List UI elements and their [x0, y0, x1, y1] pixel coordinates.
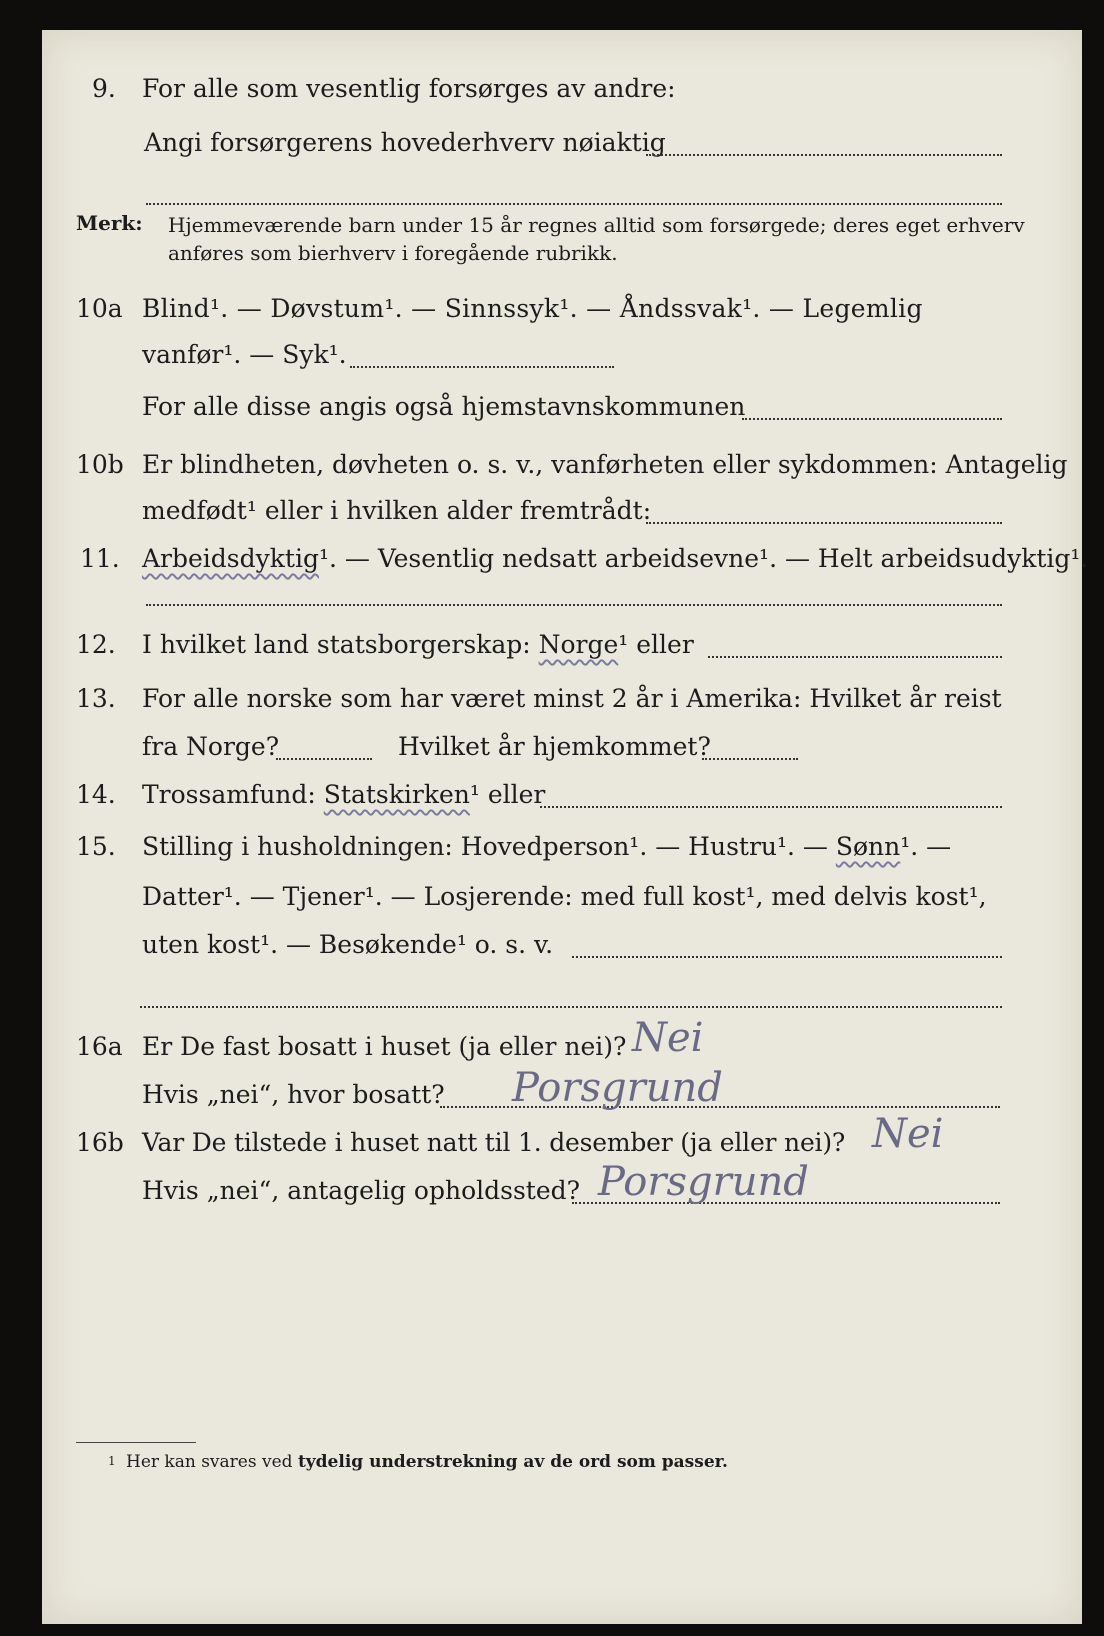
q16a-number: 16a [76, 1032, 123, 1061]
q10b-number: 10b [76, 450, 124, 479]
q10a-sick-field[interactable] [350, 366, 614, 368]
q10a-number: 10a [76, 294, 123, 323]
q15-line1b: ¹. — [900, 832, 952, 861]
q10b-line1: Er blindheten, døvheten o. s. v., vanførheten eller sykdommen: Antagelig [142, 450, 1068, 479]
q11-underlined-choice: Arbeidsdyktig [142, 544, 319, 573]
q15-number: 15. [76, 832, 116, 861]
q15-underlined-choice: Sønn [835, 832, 901, 861]
q15-line1 [142, 832, 951, 862]
merk-label: Merk: [76, 211, 143, 235]
q10b-line2: medfødt¹ eller i hvilken alder fremtrådt: [142, 496, 652, 525]
q16a-handwritten-answer2: Porsgrund [512, 1065, 723, 1111]
q14-pre: Trossamfund: [142, 780, 316, 809]
q12-post: ¹ eller [618, 630, 694, 659]
q11-rest: ¹. — Vesentlig nedsatt arbeidsevne¹. — Helt arbeidsudyktig¹. [318, 544, 1089, 573]
q10a-line1: Blind¹. — Døvstum¹. — Sinnssyk¹. — Åndssvak¹. — Legemlig [142, 294, 923, 323]
q12-underlined-choice: Norge [538, 630, 619, 659]
q11-answer-field[interactable] [146, 604, 1002, 606]
q12-answer-field[interactable] [708, 656, 1002, 658]
q13-return-field[interactable] [702, 758, 798, 760]
q16b-line2: Hvis „nei“, antagelig opholdssted? [142, 1176, 581, 1205]
q16b-number: 16b [76, 1128, 124, 1157]
q9-line1: For alle som vesentlig forsørges av andre: [142, 74, 676, 103]
q14-line [142, 780, 545, 810]
q14-underlined-choice: Statskirken [323, 780, 470, 809]
merk-line1: Hjemmeværende barn under 15 år regnes alltid som forsørgede; deres eget erhverv [168, 213, 1025, 237]
q14-post: ¹ eller [469, 780, 546, 809]
q9-number: 9. [92, 74, 116, 103]
q10a-line3: For alle disse angis også hjemstavnskommunen [142, 392, 746, 421]
q10a-hometown-field[interactable] [742, 418, 1002, 420]
footnote-rule [76, 1442, 196, 1443]
census-form-page [42, 30, 1089, 1624]
footnote-pre: Her kan svares ved [126, 1452, 293, 1472]
merk-line2: anføres som bierhverv i foregående rubrikk. [168, 241, 618, 265]
q10a-line2: vanfør¹. — Syk¹. [142, 340, 347, 369]
q13-line2a: fra Norge? [142, 732, 280, 761]
q16a-line1: Er De fast bosatt i huset (ja eller nei)? [142, 1032, 627, 1061]
footnote-bold: tydelig understrekning av de ord som passer. [297, 1452, 728, 1472]
q15-line1a: Stilling i husholdningen: Hovedperson¹. — Hustru¹. — [142, 832, 828, 861]
q13-departure-field[interactable] [276, 758, 372, 760]
q13-line1: For alle norske som har været minst 2 år i Amerika: Hvilket år reist [142, 684, 1002, 713]
q16a-line2: Hvis „nei“, hvor bosatt? [142, 1080, 445, 1109]
q12-pre: I hvilket land statsborgerskap: [142, 630, 531, 659]
q15-line2: Datter¹. — Tjener¹. — Losjerende: med full kost¹, med delvis kost¹, [142, 882, 987, 911]
q15-answer-field[interactable] [572, 956, 1002, 958]
q10b-answer-field[interactable] [646, 522, 1002, 524]
q9-answer-field-2[interactable] [146, 203, 1002, 205]
q13-number: 13. [76, 684, 116, 713]
q15-answer-field-2[interactable] [140, 1006, 1002, 1008]
q16b-handwritten-answer1: Nei [872, 1111, 944, 1157]
q16b-handwritten-answer2: Porsgrund [598, 1159, 809, 1205]
q13-line2b: Hvilket år hjemkommet? [398, 732, 711, 761]
q16b-line1: Var De tilstede i huset natt til 1. desember (ja eller nei)? [142, 1128, 846, 1157]
footnote-text [126, 1452, 728, 1472]
q11-line [142, 544, 1088, 574]
q16a-handwritten-answer1: Nei [632, 1015, 704, 1061]
footnote-mark: 1 [108, 1454, 116, 1468]
q9-answer-field[interactable] [646, 154, 1002, 156]
q12-number: 12. [76, 630, 116, 659]
q12-line [142, 630, 694, 660]
q9-line2: Angi forsørgerens hovederhverv nøiaktig [144, 128, 666, 157]
q11-number: 11. [80, 544, 120, 573]
q14-answer-field[interactable] [540, 806, 1002, 808]
q15-line3: uten kost¹. — Besøkende¹ o. s. v. [142, 930, 554, 959]
q14-number: 14. [76, 780, 116, 809]
